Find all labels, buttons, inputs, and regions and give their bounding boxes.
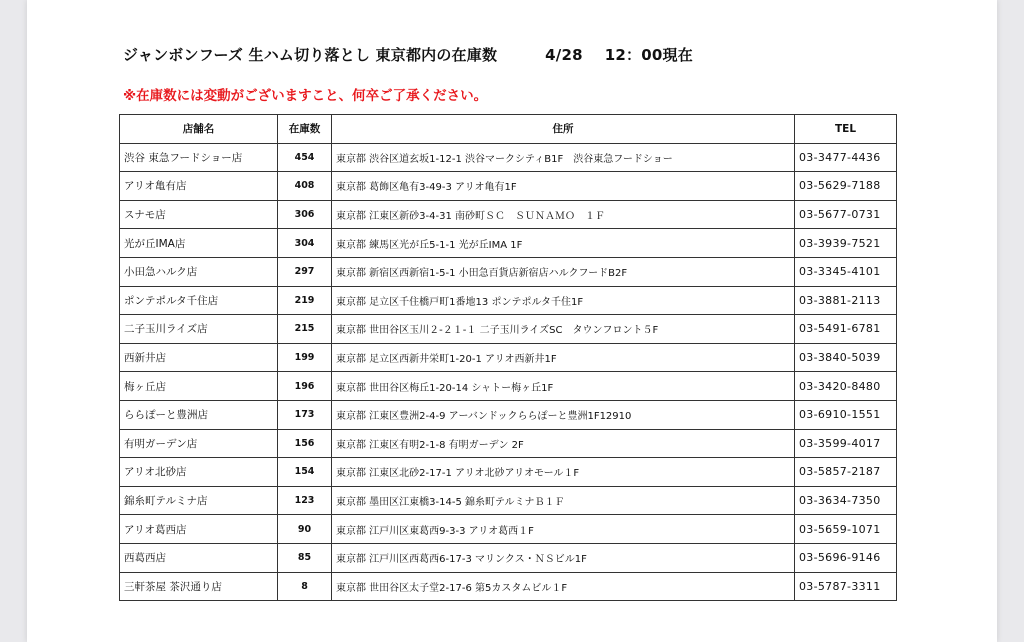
address-cell: 東京都 練馬区光が丘5-1-1 光が丘IMA 1F <box>332 229 795 258</box>
address-cell: 東京都 新宿区西新宿1-5-1 小田急百貨店新宿店ハルクフードB2F <box>332 257 795 286</box>
stock-table <box>119 114 897 601</box>
stock-count-cell: 156 <box>278 429 332 458</box>
document-page <box>27 0 997 642</box>
tel-cell: 03-3420-8480 <box>795 372 897 401</box>
stock-count-cell: 90 <box>278 515 332 544</box>
stock-count-cell: 85 <box>278 543 332 572</box>
tel-cell: 03-5491-6781 <box>795 315 897 344</box>
address-cell: 東京都 葛飾区亀有3-49-3 アリオ亀有1F <box>332 172 795 201</box>
shop-name-cell: アリオ亀有店 <box>120 172 278 201</box>
stock-count-cell: 154 <box>278 458 332 487</box>
address-cell: 東京都 世田谷区梅丘1-20-14 シャトー梅ヶ丘1F <box>332 372 795 401</box>
table-row <box>120 229 897 258</box>
table-row <box>120 343 897 372</box>
shop-name-cell: 西葛西店 <box>120 543 278 572</box>
shop-name-cell: 有明ガーデン店 <box>120 429 278 458</box>
title-time: 12：00現在 <box>604 46 693 64</box>
table-row <box>120 172 897 201</box>
title-text: ジャンボンフーズ 生ハム切り落とし 東京都内の在庫数 <box>123 46 498 64</box>
tel-cell: 03-6910-1551 <box>795 400 897 429</box>
shop-name-cell: 錦糸町テルミナ店 <box>120 486 278 515</box>
address-cell: 東京都 江東区新砂3-4-31 南砂町ＳＣ ＳＵＮＡＭＯ １Ｆ <box>332 200 795 229</box>
stock-notice: ※在庫数には変動がございますこと、何卒ご了承ください。 <box>123 88 488 104</box>
table-row <box>120 315 897 344</box>
page-title <box>123 44 693 65</box>
shop-name-cell: 小田急ハルク店 <box>120 257 278 286</box>
shop-name-cell: 光が丘IMA店 <box>120 229 278 258</box>
shop-name-cell: 梅ヶ丘店 <box>120 372 278 401</box>
tel-cell: 03-3881-2113 <box>795 286 897 315</box>
address-cell: 東京都 江戸川区東葛西9-3-3 アリオ葛西１F <box>332 515 795 544</box>
shop-name-cell: 三軒茶屋 茶沢通り店 <box>120 572 278 601</box>
address-cell: 東京都 足立区千住橋戸町1番地13 ポンテポルタ千住1F <box>332 286 795 315</box>
stock-count-cell: 215 <box>278 315 332 344</box>
shop-name-cell: ららぽーと豊洲店 <box>120 400 278 429</box>
tel-cell: 03-5659-1071 <box>795 515 897 544</box>
table-row <box>120 200 897 229</box>
address-cell: 東京都 江東区豊洲2-4-9 アーバンドックららぽーと豊洲1F12910 <box>332 400 795 429</box>
tel-cell: 03-3634-7350 <box>795 486 897 515</box>
address-cell: 東京都 江戸川区西葛西6-17-3 マリンクス・ＮＳビル1F <box>332 543 795 572</box>
address-cell: 東京都 世田谷区玉川２-２１-１ 二子玉川ライズSC タウンフロント５F <box>332 315 795 344</box>
tel-cell: 03-5787-3311 <box>795 572 897 601</box>
title-date: 4/28 <box>545 46 583 64</box>
stock-count-cell: 304 <box>278 229 332 258</box>
table-row <box>120 400 897 429</box>
table-row <box>120 286 897 315</box>
address-cell: 東京都 世田谷区太子堂2-17-6 第5カスタムビル１F <box>332 572 795 601</box>
header-shop: 店舗名 <box>120 115 278 144</box>
header-address: 住所 <box>332 115 795 144</box>
shop-name-cell: スナモ店 <box>120 200 278 229</box>
tel-cell: 03-3939-7521 <box>795 229 897 258</box>
table-row <box>120 257 897 286</box>
address-cell: 東京都 渋谷区道玄坂1-12-1 渋谷マークシティB1F 渋谷東急フードショー <box>332 143 795 172</box>
tel-cell: 03-3477-4436 <box>795 143 897 172</box>
tel-cell: 03-3840-5039 <box>795 343 897 372</box>
address-cell: 東京都 足立区西新井栄町1-20-1 アリオ西新井1F <box>332 343 795 372</box>
shop-name-cell: アリオ葛西店 <box>120 515 278 544</box>
table-row <box>120 458 897 487</box>
tel-cell: 03-3345-4101 <box>795 257 897 286</box>
table-row <box>120 372 897 401</box>
shop-name-cell: ポンテポルタ千住店 <box>120 286 278 315</box>
shop-name-cell: 二子玉川ライズ店 <box>120 315 278 344</box>
stock-count-cell: 173 <box>278 400 332 429</box>
stock-count-cell: 306 <box>278 200 332 229</box>
table-header-row <box>120 115 897 144</box>
shop-name-cell: 西新井店 <box>120 343 278 372</box>
stock-count-cell: 297 <box>278 257 332 286</box>
stock-count-cell: 123 <box>278 486 332 515</box>
tel-cell: 03-3599-4017 <box>795 429 897 458</box>
stock-count-cell: 219 <box>278 286 332 315</box>
tel-cell: 03-5677-0731 <box>795 200 897 229</box>
address-cell: 東京都 墨田区江東橋3-14-5 錦糸町テルミナＢ１Ｆ <box>332 486 795 515</box>
table-row <box>120 543 897 572</box>
tel-cell: 03-5696-9146 <box>795 543 897 572</box>
header-tel: TEL <box>795 115 897 144</box>
address-cell: 東京都 江東区有明2-1-8 有明ガーデン 2F <box>332 429 795 458</box>
table-row <box>120 429 897 458</box>
stock-count-cell: 8 <box>278 572 332 601</box>
tel-cell: 03-5857-2187 <box>795 458 897 487</box>
tel-cell: 03-5629-7188 <box>795 172 897 201</box>
table-row <box>120 143 897 172</box>
shop-name-cell: 渋谷 東急フードショー店 <box>120 143 278 172</box>
header-stock: 在庫数 <box>278 115 332 144</box>
stock-count-cell: 199 <box>278 343 332 372</box>
table-row <box>120 572 897 601</box>
table-row <box>120 486 897 515</box>
shop-name-cell: アリオ北砂店 <box>120 458 278 487</box>
address-cell: 東京都 江東区北砂2-17-1 アリオ北砂アリオモール１F <box>332 458 795 487</box>
stock-count-cell: 408 <box>278 172 332 201</box>
stock-count-cell: 196 <box>278 372 332 401</box>
stock-count-cell: 454 <box>278 143 332 172</box>
table-row <box>120 515 897 544</box>
